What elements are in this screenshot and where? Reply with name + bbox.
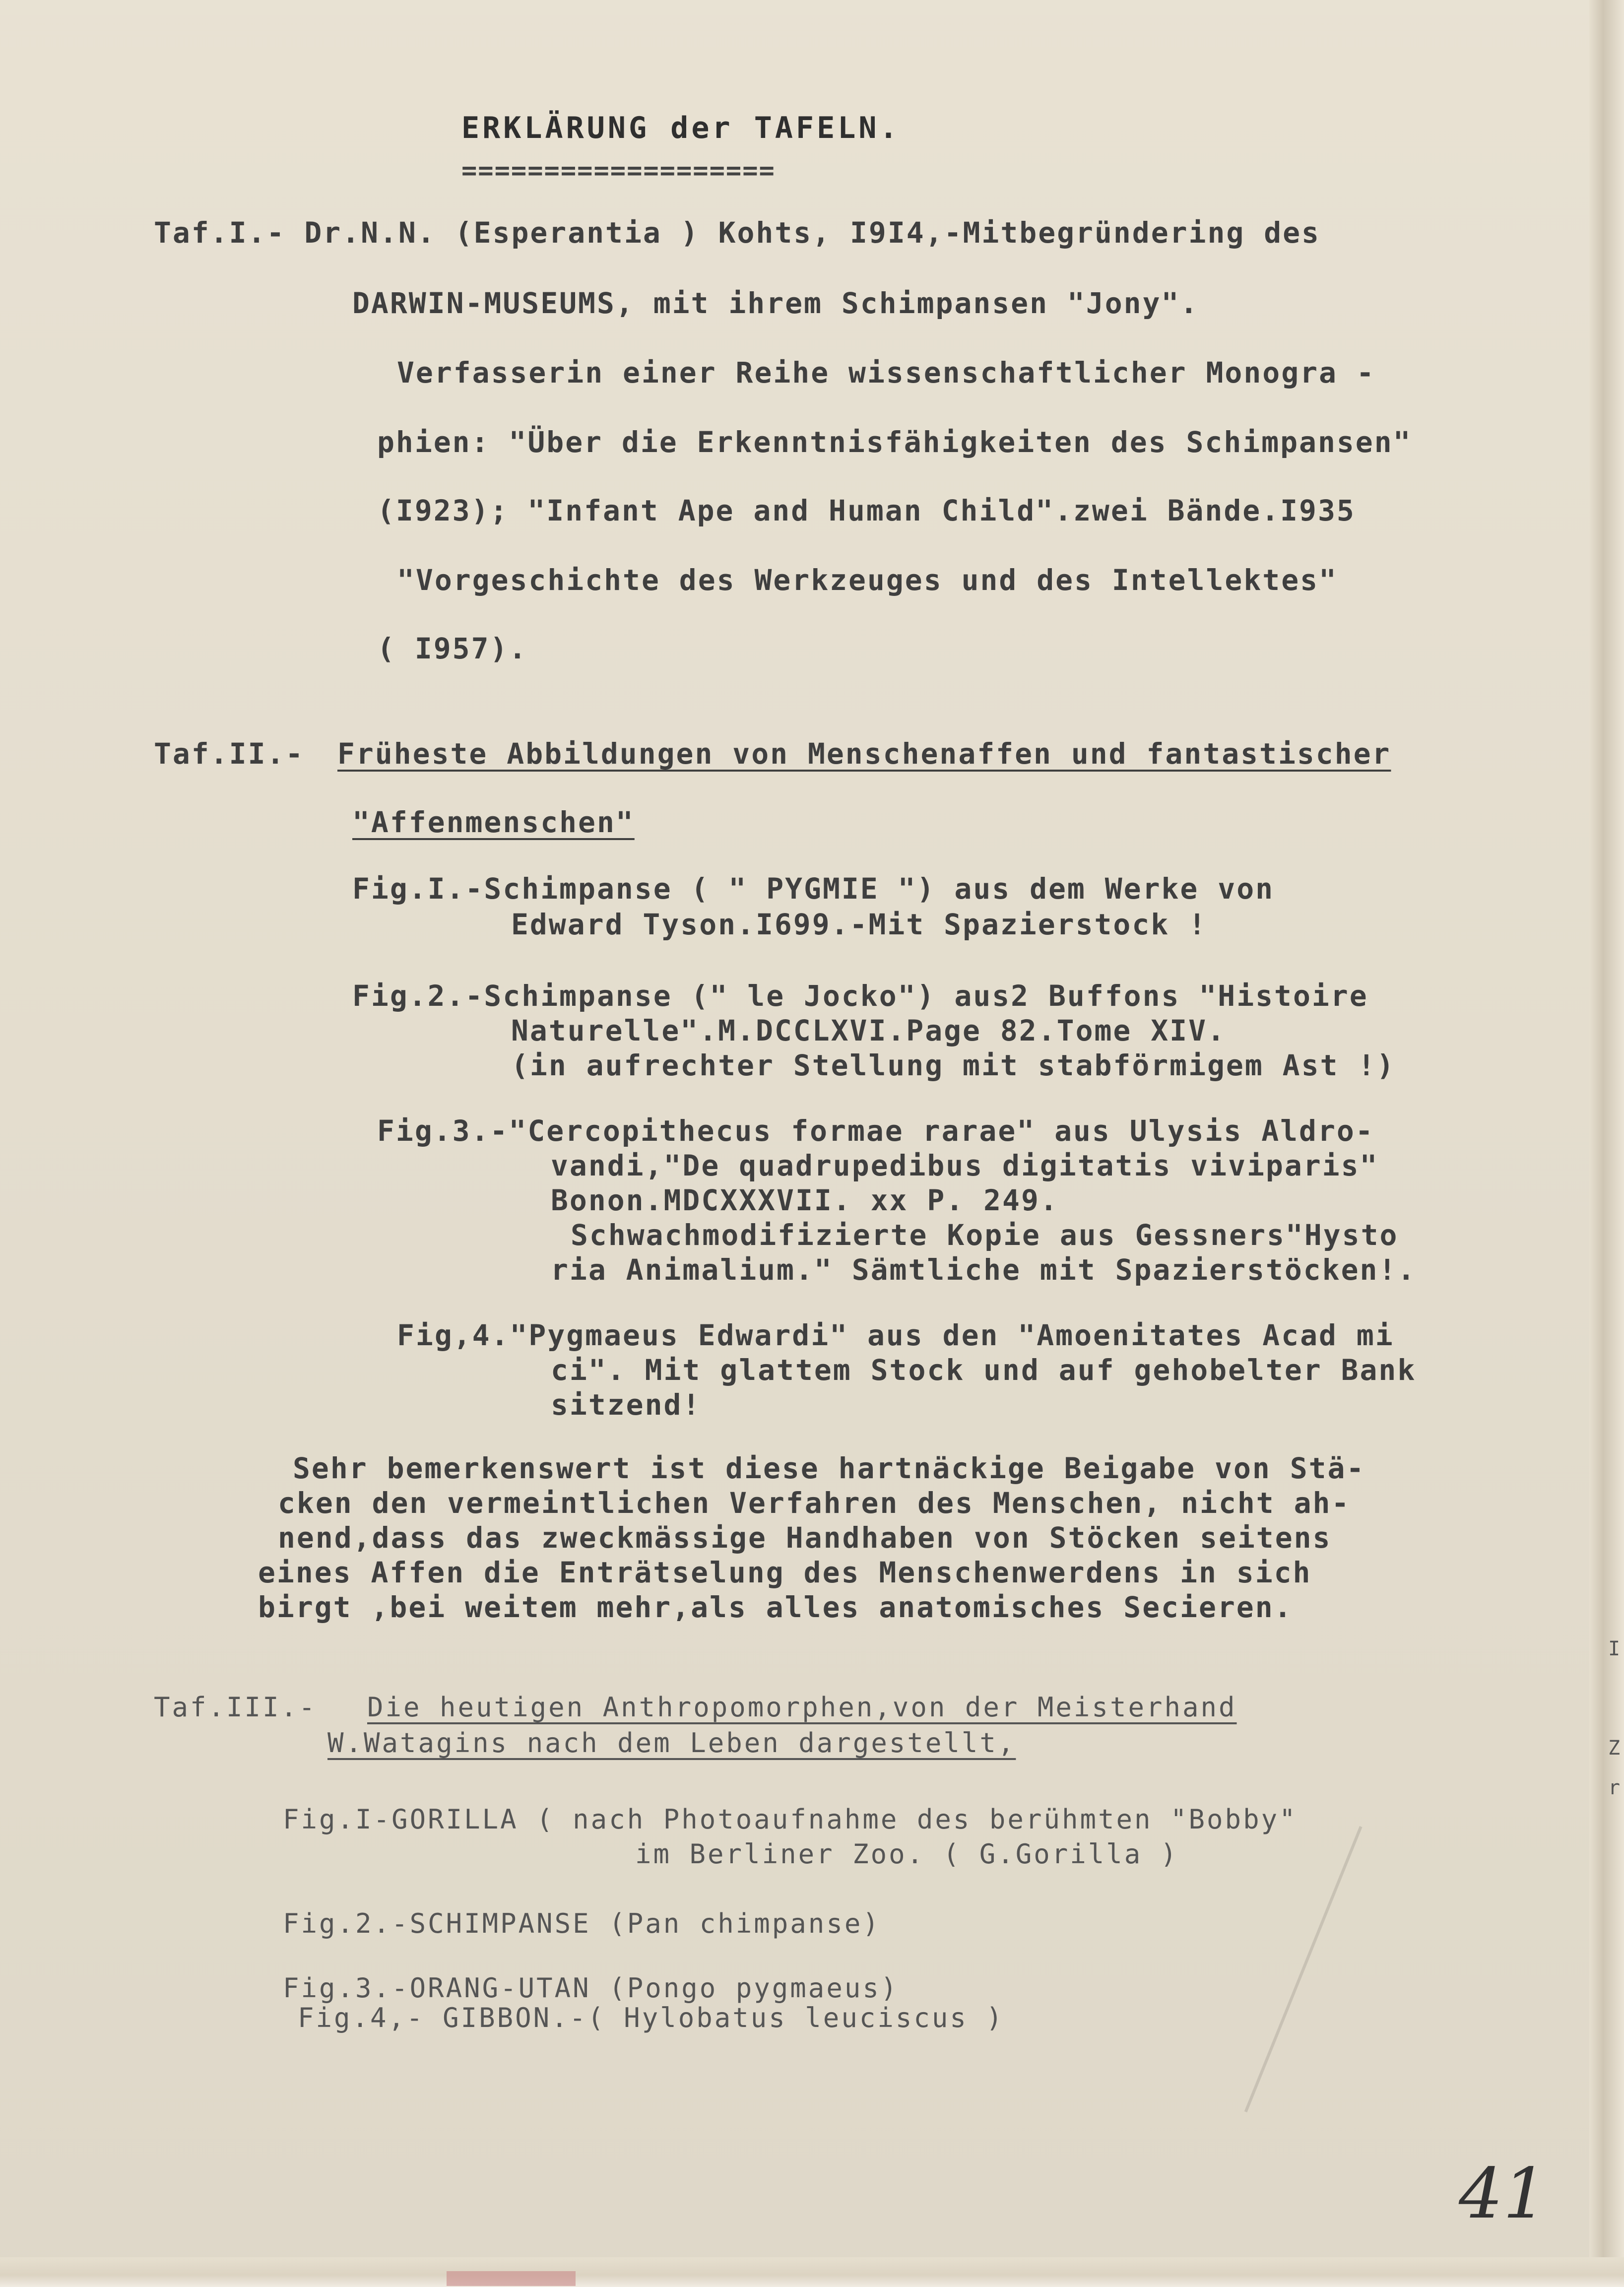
taf3-fig1: Fig.I-GORILLA ( nach Photoaufnahme des berühmten "Bobby"	[283, 1804, 1298, 1835]
taf2-fig2: (in aufrechter Stellung mit stabförmigem Ast !)	[511, 1048, 1396, 1082]
taf3-heading: Die heutigen Anthropomorphen,von der Meisterhand	[367, 1692, 1237, 1723]
taf2-paragraph: eines Affen die Enträtselung des Menschenwerdens in sich	[258, 1556, 1312, 1589]
taf2-fig4: Fig,4."Pygmaeus Edwardi" aus den "Amoenitates Acad mi	[397, 1318, 1394, 1352]
margin-mark: I	[1608, 1637, 1621, 1660]
taf2-heading: "Affenmenschen"	[352, 805, 635, 839]
taf2-fig3: Bonon.MDCXXXVII. xx P. 249.	[551, 1183, 1059, 1217]
page-bottom-edge	[0, 2257, 1624, 2287]
taf1-line: ( I957).	[377, 632, 528, 665]
taf2-fig3: vandi,"De quadrupedibus digitatis viviparis"	[551, 1149, 1379, 1182]
stamp-fragment	[447, 2271, 576, 2286]
taf2-fig2: Fig.2.-Schimpanse (" le Jocko") aus2 Buffons "Histoire	[352, 979, 1368, 1013]
margin-mark: r	[1608, 1776, 1621, 1799]
taf2-fig4: ci". Mit glattem Stock und auf gehobelter Bank	[551, 1353, 1417, 1387]
taf2-paragraph: cken den vermeintlichen Verfahren des Menschen, nicht ah-	[278, 1486, 1351, 1520]
pencil-stroke	[1244, 1826, 1363, 2112]
page-number: 41	[1459, 2154, 1548, 2234]
taf2-paragraph: nend,dass das zweckmässige Handhaben von Stöcken seitens	[278, 1521, 1332, 1555]
page-edge	[1589, 0, 1624, 2287]
taf2-fig2: Naturelle".M.DCCLXVI.Page 82.Tome XIV.	[511, 1014, 1226, 1047]
taf2-paragraph: Sehr bemerkenswert ist diese hartnäckige Beigabe von Stä-	[293, 1451, 1365, 1485]
taf3-heading: W.Watagins nach dem Leben dargestellt,	[327, 1727, 1016, 1759]
title-rule: ===================	[461, 156, 776, 186]
taf2-heading: Früheste Abbildungen von Menschenaffen und fantastischer	[337, 737, 1391, 771]
taf1-line: Taf.I.- Dr.N.N. (Esperantia ) Kohts, I9I4,-Mitbegründering des	[154, 216, 1320, 250]
taf2-fig3: Schwachmodifizierte Kopie aus Gessners"Hysto	[571, 1218, 1399, 1252]
taf3-fig4: Fig.4,- GIBBON.-( Hylobatus leuciscus )	[298, 2002, 1004, 2033]
taf1-line: phien: "Über die Erkenntnisfähigkeiten des Schimpansen"	[377, 425, 1412, 459]
taf3-fig1: im Berliner Zoo. ( G.Gorilla )	[635, 1838, 1179, 1870]
taf1-line: "Vorgeschichte des Werkzeuges und des Intellektes"	[397, 563, 1338, 597]
taf1-line: (I923); "Infant Ape and Human Child".zwei Bände.I935	[377, 494, 1356, 527]
taf1-line: DARWIN-MUSEUMS, mit ihrem Schimpansen "Jony".	[352, 286, 1199, 320]
taf2-fig1: Edward Tyson.I699.-Mit Spazierstock !	[511, 908, 1208, 941]
taf2-fig1: Fig.I.-Schimpanse ( " PYGMIE ") aus dem Werke von	[352, 872, 1275, 906]
taf3-fig3: Fig.3.-ORANG-UTAN (Pongo pygmaeus)	[283, 1972, 899, 2004]
taf3-fig2: Fig.2.-SCHIMPANSE (Pan chimpanse)	[283, 1908, 881, 1939]
taf1-line: Verfasserin einer Reihe wissenschaftlicher Monogra -	[397, 356, 1375, 390]
taf2-fig3: Fig.3.-"Cercopithecus formae rarae" aus Ulysis Aldro-	[377, 1114, 1374, 1148]
taf2-label: Taf.II.-	[154, 737, 305, 771]
taf3-label: Taf.III.-	[154, 1692, 317, 1723]
taf2-fig3: ria Animalium." Sämtliche mit Spazierstöcken!.	[551, 1253, 1417, 1287]
taf2-fig4: sitzend!	[551, 1388, 702, 1422]
margin-mark: Z	[1608, 1737, 1621, 1760]
taf2-paragraph: birgt ,bei weitem mehr,als alles anatomisches Secieren.	[258, 1590, 1293, 1624]
page-title: ERKLÄRUNG der TAFELN.	[461, 111, 901, 145]
